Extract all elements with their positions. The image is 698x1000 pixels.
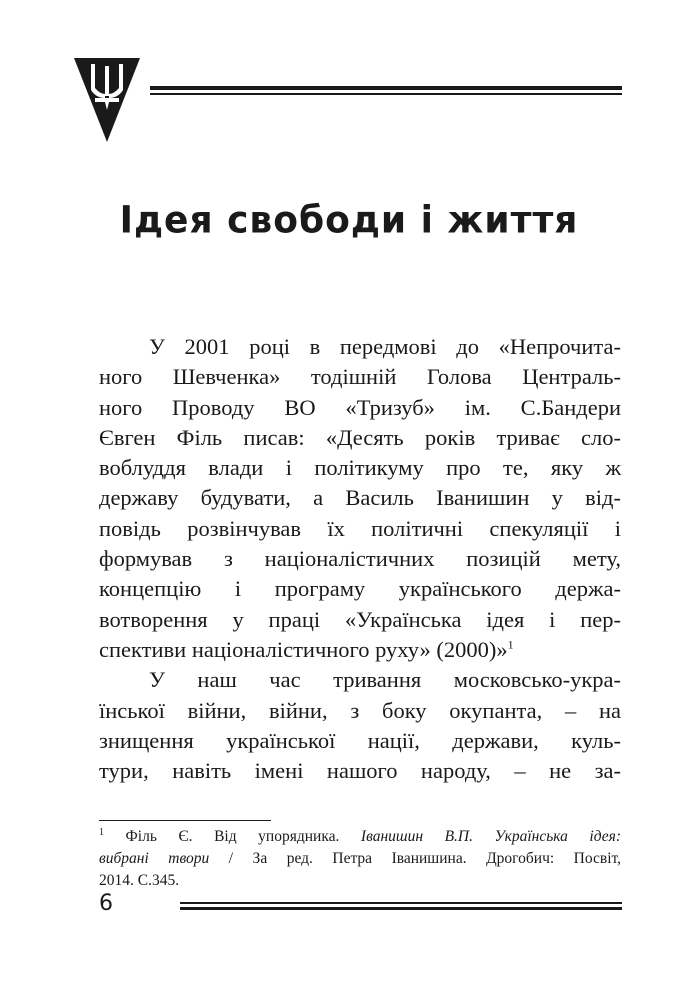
footnote-marker: 1 (99, 826, 104, 838)
footnote-line: 2014. С.345. (99, 872, 180, 889)
text-line: їнської війни, війни, з боку окупанта, – на (99, 697, 621, 723)
footer-rule (180, 902, 622, 911)
text-line (99, 635, 621, 665)
footnote-separator (99, 820, 271, 821)
text-line: ного Проводу ВО «Тризуб» ім. С.Бандери (99, 394, 621, 420)
text-line: знищення української нації, держави, куль- (99, 727, 621, 753)
text-line: У наш час тривання московсько-укра- (149, 667, 621, 693)
text-line: повідь розвінчував їх політичні спекуляції і (99, 515, 621, 541)
header-rule (150, 86, 622, 96)
footnote-text: Філь Є. Від упорядника. (104, 828, 361, 845)
page-number: 6 (99, 891, 113, 916)
text-line: Євген Філь писав: «Десять років триває сло- (99, 424, 621, 450)
text-line: формував з націоналістичних позицій мету, (99, 546, 621, 572)
paragraph-1 (99, 332, 621, 665)
tryzub-emblem-icon (74, 58, 140, 142)
footnote (99, 826, 621, 892)
text-line: державу будувати, а Василь Іванишин у від- (99, 485, 621, 511)
footnote-italic-text: Іванишин В.П. Українська ідея: (360, 828, 621, 845)
text-line: ного Шевченка» тодішній Голова Централь- (99, 364, 621, 390)
body-text (99, 332, 621, 786)
text-line-content: спективи націоналістичного руху» (2000)» (99, 636, 508, 662)
page-title: Ідея свободи і життя (119, 198, 579, 243)
footnote-line (99, 826, 621, 848)
text-line: концепцію і програму українського держа- (99, 576, 621, 602)
text-line: воблуддя влади і політикуму про те, яку ж (99, 455, 621, 481)
text-line: вотворення у праці «Українська ідея і пер- (99, 606, 621, 632)
text-line: У 2001 році в передмові до «Непрочита- (149, 334, 621, 359)
footnote-reference[interactable]: 1 (507, 637, 514, 652)
footnote-line (99, 848, 621, 870)
text-line: тури, навіть імені нашого народу, – не за- (99, 758, 621, 784)
footnote-italic-text: вибрані твори (99, 850, 210, 867)
footnote-text: / За ред. Петра Іванишина. Дрогобич: Посвіт, (209, 850, 621, 867)
paragraph-2 (99, 665, 621, 786)
